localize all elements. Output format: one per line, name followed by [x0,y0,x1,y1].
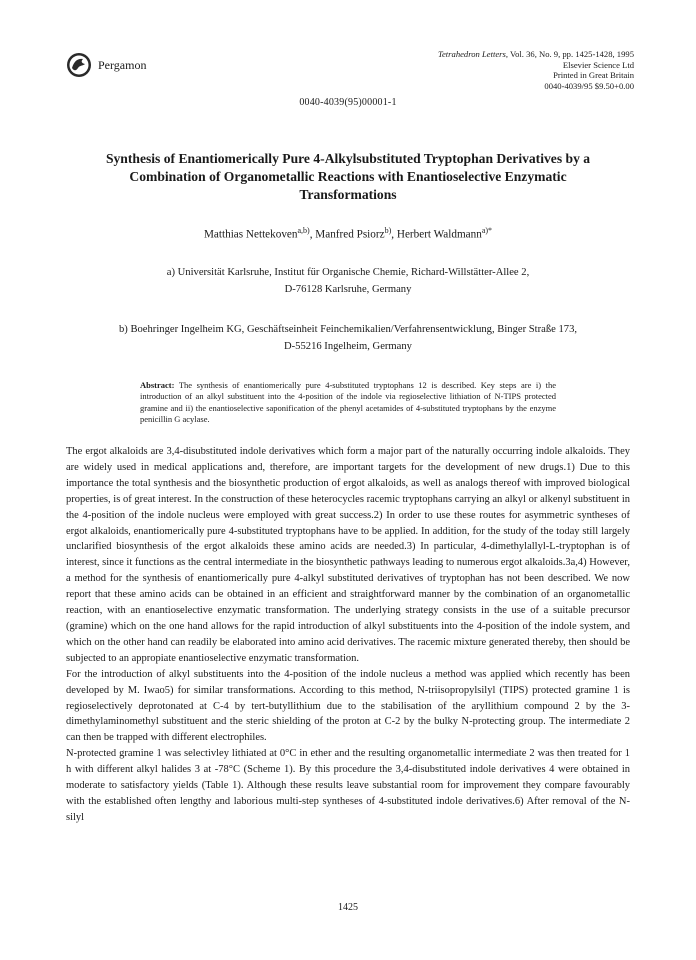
author-affiliation-mark: a,b) [297,226,310,235]
affiliation-b [60,321,636,355]
abstract [140,380,556,425]
journal-name: Tetrahedron Letters [437,49,506,59]
affiliation-line: D-55216 Ingelheim, Germany [284,341,412,352]
affiliation-line: D-76128 Karlsruhe, Germany [284,284,412,295]
printed-line: Printed in Great Britain [553,70,634,81]
article-title: Synthesis of Enantiomerically Pure 4-Alkylsubstituted Tryptophan Derivatives by a Combination of Organometallic Reactions with Enantioselective Enzymatic Transformations [105,151,591,202]
author-name: Herbert Waldmann [396,228,482,241]
abstract-text: The synthesis of enantiomerically pure 4-substituted tryptophans 12 is described. Key steps are i) the introduction of an alkyl substituent into the 4-position of the indole via regioselective lithiation of N-TIPS protected gramine and ii) the enantioselective saponification of the phenyl acetamides of 4-substituted tryptophans by the enzyme penicillin G acylase. [140,380,556,424]
journal-volume-pages: , Vol. 36, No. 9, pp. 1425-1428, 1995 [505,49,634,59]
author-affiliation-mark: b) [384,226,392,235]
abstract-label: Abstract: [140,380,175,390]
body-paragraph: N-protected gramine 1 was selectivley lithiated at 0°C in ether and the resulting organometallic intermediate 2 was then treated for 1 h with different alkyl halides 3 at -78°C (Scheme 1). By this procedure the 3,4-disubstituted indole derivatives 4 were obtained in moderate to satisfactory yields (Table 1). Although these results leave substantial room for improvement they compare favourably with the established often lengthy and laborious multi-step syntheses of 4-substituted indole derivatives.6) After removal of the N-silyl [66,748,630,823]
copyright-line: Elsevier Science Ltd [562,59,634,70]
page-number: 1425 [338,902,358,913]
body-paragraph: For the introduction of alkyl substituents into the 4-position of the indole nucleus a method was applied which recently has been developed by M. Iwao5) for similar transformations. According to this method, N-triisopropylsilyl (TIPS) protected gramine 1 is regioselectively deprotonated at C-4 by tert-butyllithium due to the stabilisation of the aryllithium compound 2 by the 3-dimethylaminomethyl substituent and the steric shielding of the proton at C-2 by the bulky N-protecting group. The intermediate 2 can then be trapped with different electrophiles. [66,668,630,744]
journal-info [438,49,634,91]
author-name: Matthias Nettekoven [203,228,298,241]
journal-citation [438,49,634,60]
author-list [0,226,696,241]
price-line: 0040-4039/95 $9.50+0.00 [544,80,634,91]
body-text [66,444,630,826]
publisher-name: Pergamon [98,58,147,72]
affiliation-line: b) Boehringer Ingelheim KG, Geschäftseinheit Feinchemikalien/Verfahrensentwicklung, Binger Straße 173, [118,324,578,335]
body-paragraph: The ergot alkaloids are 3,4-disubstituted indole derivatives which form a major part of the naturally occurring indole alkaloids. They are widely used in medical applications and, therefore, are important targets for the development of new drugs.1) Due to this importance the total synthesis and the biosynthetic production of ergot alkaloids, as well as analogs thereof with improved biological properties, is of great interest. In the construction of these heterocycles racemic tryptophans carrying an alkyl or alkenyl substituent in the 4-position of the indole nucleus were employed with great success.2) In order to use these routes for asymmetric syntheses of ergot alkaloids, enantiomerically pure 4-substituted tryptophans have to be applied. In addition, for the study of the today still largely unclarified biosynthesis of the ergot alkaloids these amino acids are needed.3) In particular, 4-dimethylallyl-L-tryptophan is of interest, since it functions as the central intermediate in the biosynthetic pathways leading to numerous ergot alkaloids.3a,4) However, a method for the synthesis of enantiomerically pure 4-alkyl substituted derivatives of tryptophan has not been described. We now report that these amino acids can be obtained in an efficient and straightforward manner by the combination of an organometallic reaction, with an enantioselective enzymatic transformation. The underlying strategy consists in the use of a suitable precursor (gramine) which on the one hand allows for the rapid introduction of alkyl substituents into the 4-position of the indole system, and which on the other hand can readily be elaborated into amino acid derivatives. The racemic mixture generated thereby, then should be subjected to an appropiate enantioselective enzymatic transformation. [66,446,630,664]
author-affiliation-mark: a)* [481,226,493,235]
author-separator: , [391,228,397,241]
doi-code: 0040-4039(95)00001-1 [299,97,397,108]
pergamon-logo-icon [66,52,92,78]
affiliation-line: a) Universität Karlsruhe, Institut für Organische Chemie, Richard-Willstätter-Allee 2, [166,267,530,278]
affiliation-a [60,264,636,298]
author-separator: , [309,228,316,241]
author-name: Manfred Psiorz [315,228,385,241]
